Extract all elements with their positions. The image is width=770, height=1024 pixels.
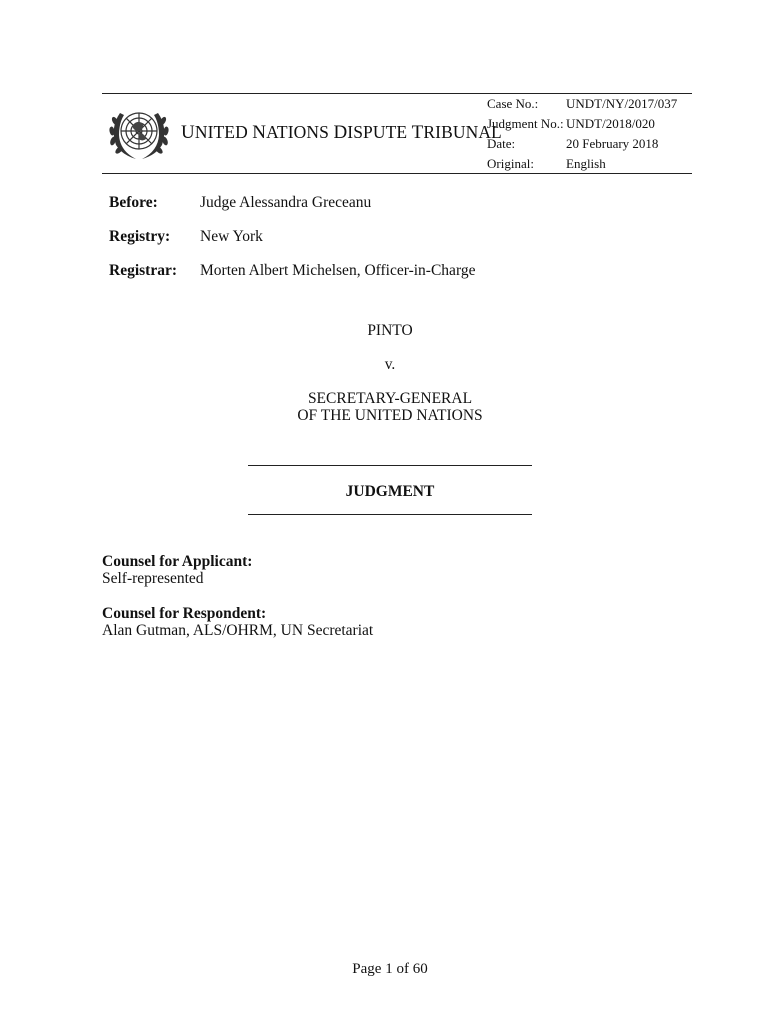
tribunal-name <box>181 122 502 144</box>
header-bottom-rule <box>102 173 692 174</box>
counsel-respondent-label: Counsel for Respondent: <box>102 605 267 622</box>
tribunal-name-part: NITED <box>194 122 253 142</box>
registry-label: Registry: <box>109 228 171 245</box>
respondent-line-1: SECRETARY-GENERAL <box>307 390 473 407</box>
tribunal-name-part: RIBUNAL <box>423 122 502 142</box>
judgment-no-value: UNDT/2018/020 <box>566 116 655 131</box>
original-label: Original: <box>487 156 534 171</box>
header-top-rule <box>102 93 692 94</box>
tribunal-name-part: N <box>252 122 267 143</box>
judgment-no-label: Judgment No.: <box>487 116 564 131</box>
tribunal-name-part: T <box>411 122 424 143</box>
registrar-label: Registrar: <box>109 262 177 279</box>
un-emblem-icon <box>102 101 176 165</box>
document-title: JUDGMENT <box>345 483 435 500</box>
before-label: Before: <box>109 194 158 211</box>
date-label: Date: <box>487 136 516 151</box>
tribunal-name-part: D <box>333 122 348 143</box>
respondent-line-2: OF THE UNITED NATIONS <box>297 407 483 424</box>
title-top-rule <box>248 465 532 466</box>
tribunal-name-part: ATIONS <box>266 122 334 142</box>
counsel-applicant-value: Self-represented <box>102 570 204 587</box>
before-value: Judge Alessandra Greceanu <box>200 194 372 211</box>
tribunal-name-part: ISPUTE <box>347 122 412 142</box>
original-value: English <box>566 156 606 171</box>
counsel-applicant-label: Counsel for Applicant: <box>102 553 253 570</box>
versus: v. <box>384 356 396 373</box>
registry-value: New York <box>200 228 263 245</box>
title-bottom-rule <box>248 514 532 515</box>
tribunal-name-part: U <box>181 122 195 143</box>
page-number: Page 1 of 60 <box>352 961 428 977</box>
counsel-respondent-value: Alan Gutman, ALS/OHRM, UN Secretariat <box>102 622 374 639</box>
registrar-value: Morten Albert Michelsen, Officer-in-Charge <box>200 262 476 279</box>
applicant-name: PINTO <box>367 322 413 339</box>
date-value: 20 February 2018 <box>566 136 659 151</box>
case-no-value: UNDT/NY/2017/037 <box>566 96 678 111</box>
case-no-label: Case No.: <box>487 96 539 111</box>
